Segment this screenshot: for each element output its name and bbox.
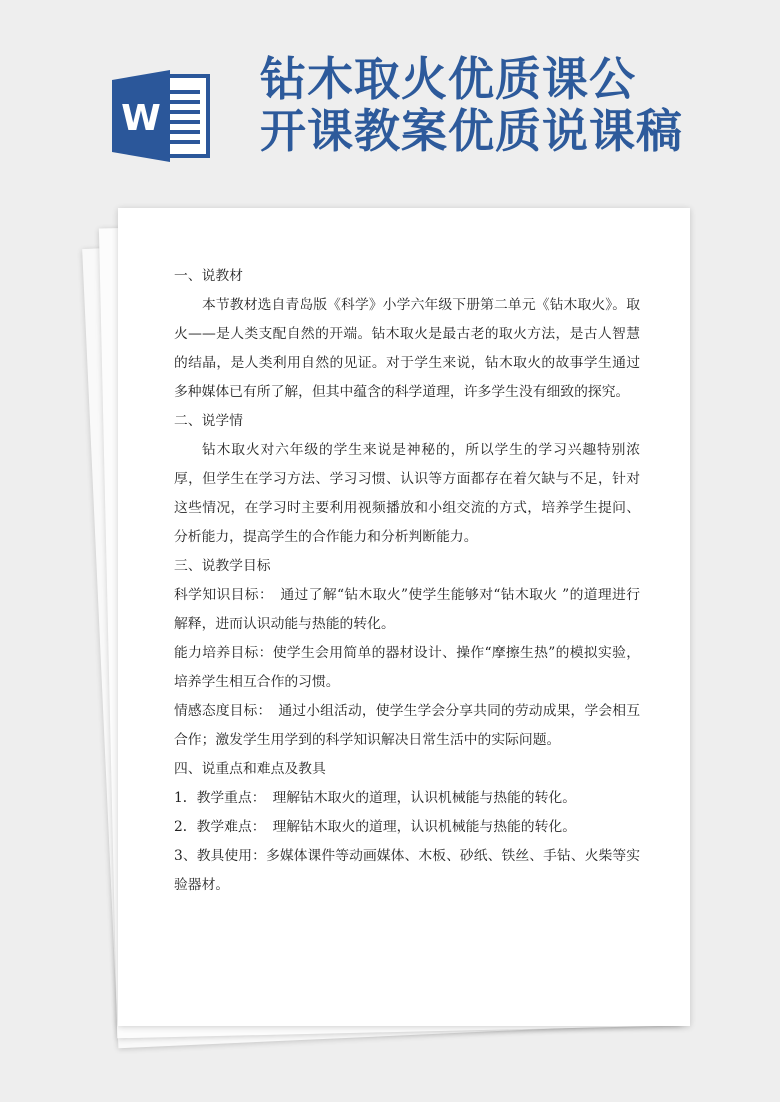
section-heading: 三、说教学目标: [174, 558, 271, 574]
section-heading: 四、说重点和难点及教具: [174, 761, 326, 777]
page-title-line-2: 开课教案优质说课稿: [260, 104, 683, 158]
document-paragraph: 2．教学难点： 理解钻木取火的道理，认识机械能与热能的转化。: [174, 819, 576, 835]
document-paragraph: 1．教学重点： 理解钻木取火的道理，认识机械能与热能的转化。: [174, 790, 576, 806]
section-heading: 二、说学情: [174, 413, 243, 429]
document-body: [174, 262, 640, 900]
word-document-icon: [112, 68, 212, 164]
page-header: [0, 0, 780, 200]
document-paragraph: 科学知识目标： 通过了解“钻木取火”使学生能够对“钻木取火 ”的道理进行解释，进而认识动能与热能的转化。: [174, 587, 640, 632]
document-paragraph: 钻木取火对六年级的学生来说是神秘的，所以学生的学习兴趣特别浓厚，但学生在学习方法、学习习惯、认识等方面都存在着欠缺与不足，针对这些情况，在学习时主要利用视频播放和小组交流的方式，培养学生提问、分析能力，提高学生的合作能力和分析判断能力。: [174, 442, 640, 545]
document-paragraph: 情感态度目标： 通过小组活动，使学生学会分享共同的劳动成果，学会相互合作；激发学生用学到的科学知识解决日常生活中的实际问题。: [174, 703, 640, 748]
section-heading: 一、说教材: [174, 268, 243, 284]
document-paragraph: 3、教具使用：多媒体课件等动画媒体、木板、砂纸、铁丝、手钻、火柴等实验器材。: [174, 848, 640, 893]
word-icon-letter: W: [121, 98, 161, 139]
page-title-line-1: 钻木取火优质课公: [260, 52, 636, 106]
document-paragraph: 本节教材选自青岛版《科学》小学六年级下册第二单元《钻木取火》。取火——是人类支配自然的开端。钻木取火是最古老的取火方法，是古人智慧的结晶，是人类利用自然的见证。对于学生来说，钻木取火的故事学生通过多种媒体已有所了解，但其中蕴含的科学道理，许多学生没有细致的探究。: [174, 297, 640, 400]
document-paragraph: 能力培养目标：使学生会用简单的器材设计、操作“摩擦生热”的模拟实验，培养学生相互合作的习惯。: [174, 645, 640, 690]
